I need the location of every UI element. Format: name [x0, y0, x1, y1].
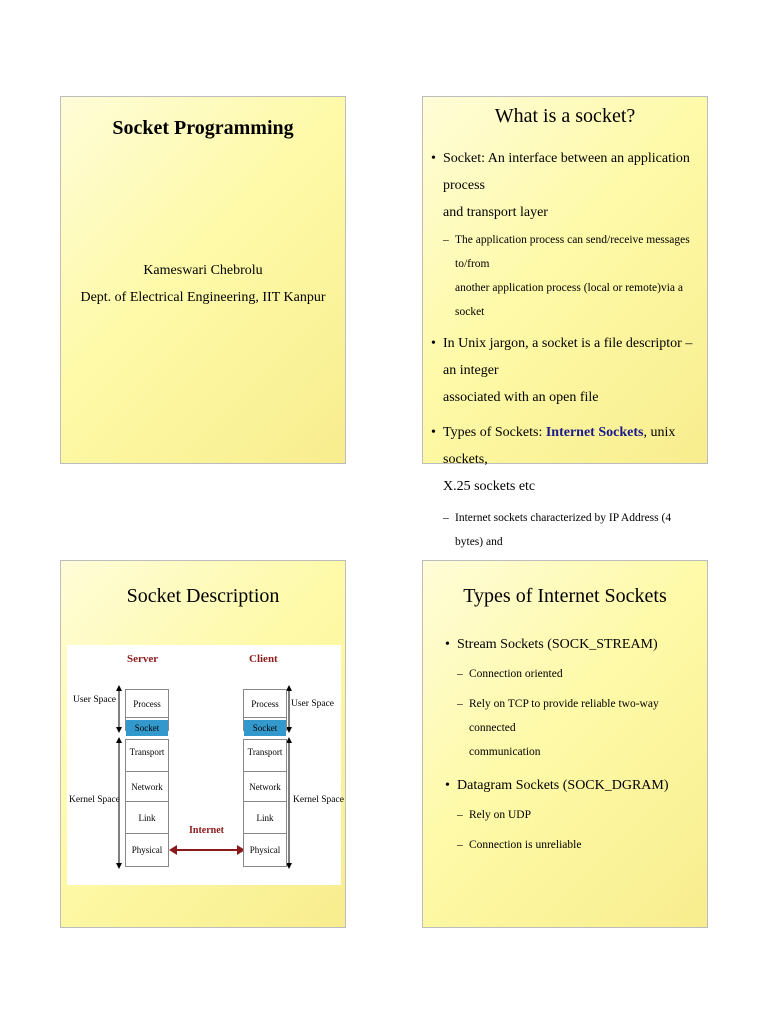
- sub-bullet-text: – Rely on TCP to provide reliable two-way connected: [469, 698, 659, 734]
- server-link-layer: Link: [126, 802, 168, 834]
- slide-title: What is a socket?: [494, 105, 636, 127]
- sub-bullet-text: – The application process can send/receive messages to/from: [455, 234, 690, 270]
- presentation-title: Socket Programming: [112, 117, 294, 139]
- sub-bullet-text: – Rely on UDP: [469, 809, 531, 821]
- slide-content: [445, 631, 697, 857]
- slide-title: Socket Description: [126, 585, 280, 607]
- server-socket-layer: Socket: [126, 720, 168, 736]
- sub-bullet-text: – Connection is unreliable: [469, 839, 582, 851]
- slide-what-is-socket: [422, 96, 708, 548]
- client-socket-layer: Socket: [244, 720, 286, 736]
- bullet-item: [431, 330, 697, 411]
- bullet-item: [431, 145, 697, 226]
- sub-bullet-item: [445, 662, 697, 686]
- client-physical-layer: Physical: [249, 845, 281, 855]
- sub-bullet-item: [445, 833, 697, 857]
- bullet-item: [445, 772, 697, 799]
- sub-bullet-text: – Internet sockets characterized by IP Address (4 bytes) and: [455, 512, 672, 548]
- client-link-layer: Link: [244, 802, 286, 834]
- server-network-layer: Network: [126, 772, 168, 802]
- kernel-space-right-label: Kernel Space: [293, 795, 344, 805]
- user-space-left-label: User Space: [73, 695, 116, 705]
- client-label: Client: [249, 653, 278, 665]
- bullet-item: [431, 419, 697, 500]
- client-transport-layer: Transport: [244, 740, 286, 772]
- sub-bullet-text: – Connection oriented: [469, 668, 563, 680]
- slide-socket-description: [60, 560, 346, 928]
- slide-title-page: [60, 96, 346, 464]
- diagram-arrows: [67, 645, 341, 885]
- server-process-layer: Process: [126, 690, 168, 718]
- client-process-layer: Process: [244, 690, 286, 718]
- client-network-layer: Network: [244, 772, 286, 802]
- highlight-text: Internet Sockets: [545, 425, 644, 440]
- author-affiliation: Dept. of Electrical Engineering, IIT Kanpur: [80, 290, 326, 305]
- user-space-right-label: User Space: [291, 699, 334, 709]
- server-transport-layer: Transport: [126, 740, 168, 772]
- slide-types-internet-sockets: [422, 560, 708, 928]
- bullet-text: and transport layer: [443, 205, 548, 220]
- bullet-text: • Socket: An interface between an application process: [443, 151, 690, 193]
- bullet-text: Types of Sockets:: [443, 425, 546, 440]
- sub-bullet-item: [445, 692, 697, 764]
- sub-bullet-text: communication: [469, 746, 541, 758]
- bullet-text: , unix sockets,: [443, 425, 676, 467]
- network-stack-diagram: [67, 645, 344, 885]
- sub-bullet-text: another application process (local or remote)via a socket: [455, 282, 683, 318]
- bullet-text: • Stream Sockets (SOCK_STREAM): [457, 637, 658, 652]
- server-label: Server: [127, 653, 159, 665]
- sub-bullet-item: [445, 803, 697, 827]
- author-block: [61, 257, 345, 311]
- slide-title: Types of Internet Sockets: [463, 585, 667, 607]
- server-user-stack: [125, 689, 169, 731]
- internet-label: Internet: [189, 825, 224, 836]
- bullet-text: • Datagram Sockets (SOCK_DGRAM): [457, 778, 669, 793]
- slide-content: [431, 145, 697, 578]
- kernel-space-left-label: Kernel Space: [69, 795, 120, 805]
- bullet-text: X.25 sockets etc: [443, 479, 536, 494]
- bullet-text: associated with an open file: [443, 390, 599, 405]
- client-user-stack: [243, 689, 287, 731]
- client-kernel-stack: [243, 739, 287, 867]
- bullet-text: • In Unix jargon, a socket is a file descriptor – an integer: [443, 336, 693, 378]
- author-name: Kameswari Chebrolu: [143, 263, 263, 278]
- server-physical-layer: Physical: [131, 845, 163, 855]
- server-kernel-stack: [125, 739, 169, 867]
- sub-bullet-item: [431, 228, 697, 324]
- bullet-item: [445, 631, 697, 658]
